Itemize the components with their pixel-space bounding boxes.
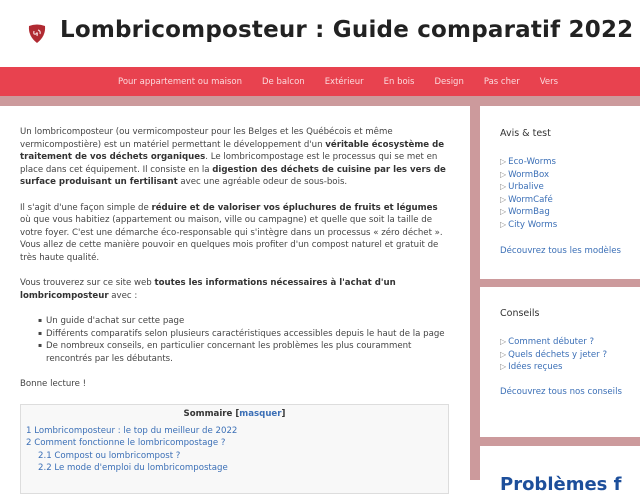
text: avec : <box>108 290 138 301</box>
toc-toggle-link[interactable]: masquer <box>239 409 282 419</box>
widget-list <box>500 156 557 232</box>
nav-item-exterieur[interactable]: Extérieur <box>324 76 364 87</box>
nav-item-vers[interactable]: Vers <box>539 76 559 87</box>
site-header <box>0 0 640 67</box>
bracket: [ <box>235 409 240 419</box>
text: avec une agréable odeur de sous-bois. <box>177 177 348 188</box>
triangle-right-icon: ▷ <box>500 207 507 217</box>
nav-item-en-bois[interactable]: En bois <box>383 76 415 87</box>
nav-item-appartement[interactable]: Pour appartement ou maison <box>118 76 242 87</box>
triangle-right-icon: ▷ <box>500 169 507 179</box>
toc-item[interactable]: 2 Comment fonctionne le lombricompostage ? <box>26 438 226 449</box>
intro-paragraph-1 <box>20 126 450 189</box>
site-title[interactable]: Lombricomposteur : Guide comparatif 2022 <box>60 17 634 43</box>
column-gutter <box>470 96 480 480</box>
text: Il s'agit d'une façon simple de <box>20 202 152 213</box>
text: Un lombricomposteur (ou vermicomposteur pour les Belges et les Québécois et même vermicompostière) est un matériel permettant le développement d'un <box>20 127 393 150</box>
all-models-link[interactable]: Découvrez tous les modèles <box>500 246 621 256</box>
main-nav <box>0 67 640 96</box>
triangle-right-icon: ▷ <box>500 157 507 166</box>
widget-problemes <box>480 446 640 495</box>
toc-header <box>21 409 448 419</box>
link-label: Urbalive <box>508 182 544 193</box>
closing-text: Bonne lecture ! <box>20 378 87 389</box>
link-label: City Worms <box>508 219 558 230</box>
triangle-right-icon: ▷ <box>500 219 507 229</box>
widget-list <box>500 336 607 374</box>
worm-logo-icon[interactable] <box>26 22 48 44</box>
sidebar-link-wormbag[interactable] <box>500 206 557 219</box>
link-label: Comment débuter ? <box>508 337 595 347</box>
sidebar-link-debuter[interactable] <box>500 336 607 349</box>
triangle-right-icon: ▷ <box>500 349 507 359</box>
main-content <box>0 106 470 480</box>
widget-title[interactable]: Problèmes f <box>500 474 622 495</box>
intro-paragraph-3 <box>20 277 450 302</box>
triangle-right-icon: ▷ <box>500 182 507 192</box>
intro-paragraph-2 <box>20 202 450 265</box>
toc-list <box>26 425 448 475</box>
table-of-contents <box>20 404 449 494</box>
list-item: ▪ Différents comparatifs selon plusieurs caractéristiques accessibles depuis le haut de la page <box>38 328 450 341</box>
widget-title: Conseils <box>500 308 540 319</box>
toc-item[interactable]: 1 Lombricomposteur : le top du meilleur de 2022 <box>26 426 238 436</box>
triangle-right-icon: ▷ <box>500 194 507 204</box>
sidebar-link-wormbox[interactable] <box>500 169 557 182</box>
list-item: ▪ De nombreux conseils, en particulier concernant les problèmes les plus couramment rencontrés par les débutants. <box>38 340 450 365</box>
triangle-right-icon: ▷ <box>500 337 507 346</box>
widget-conseils <box>480 287 640 437</box>
link-label: Eco-Worms <box>508 157 556 167</box>
intro-text <box>20 126 450 403</box>
list-item: ▪ Un guide d'achat sur cette page <box>38 315 450 328</box>
bold-text: réduire et de valoriser vos épluchures de fruits et légumes <box>151 202 438 213</box>
triangle-right-icon: ▷ <box>500 362 507 372</box>
widget-avis-test <box>480 106 640 279</box>
widget-title: Avis & test <box>500 128 551 139</box>
link-label: Idées reçues <box>508 362 563 373</box>
link-label: WormCafé <box>508 194 553 205</box>
nav-item-pas-cher[interactable]: Pas cher <box>483 76 520 87</box>
sidebar-link-dechets[interactable] <box>500 349 607 362</box>
sidebar-link-idees-recues[interactable] <box>500 361 607 374</box>
link-label: WormBox <box>508 169 550 180</box>
sidebar-link-urbalive[interactable] <box>500 181 557 194</box>
bold-text: toutes les informations nécessaires à l'achat d'un lombricomposteur <box>20 278 396 301</box>
toc-item[interactable]: 2.2 Le mode d'emploi du lombricompostage <box>38 463 228 474</box>
sidebar-link-wormcafe[interactable] <box>500 194 557 207</box>
bracket: ] <box>281 409 286 419</box>
nav-item-balcon[interactable]: De balcon <box>261 76 305 87</box>
nav-item-design[interactable]: Design <box>434 76 464 87</box>
all-advice-link[interactable]: Découvrez tous nos conseils <box>500 387 622 397</box>
text: . Le lombricompostage est le processus qui se met en place dans cet équipement. Il consiste en la <box>20 152 438 175</box>
text: Vous trouverez sur ce site web <box>20 278 155 289</box>
sidebar-link-eco-worms[interactable] <box>500 156 557 169</box>
sidebar-link-city-worms[interactable] <box>500 219 557 232</box>
link-label: Quels déchets y jeter ? <box>508 349 608 360</box>
toc-item[interactable]: 2.1 Compost ou lombricompost ? <box>38 450 181 461</box>
features-list <box>38 315 450 365</box>
bold-text: digestion des déchets de cuisine par les vers de surface produisant un fertilisant <box>20 164 446 188</box>
link-label: WormBag <box>508 207 550 218</box>
text: où que vous habitiez (appartement ou maison, ville ou campagne) et quelle que soit la taille de votre foyer. C'est une démarche éco-responsable qui s'intègre dans un processus « zéro déchet ». Vous allez de cette manière pouvoir en quelques mois profiter d'un compost naturel et gratuit de très haute qualité. <box>20 215 443 263</box>
toc-title: Sommaire <box>183 409 233 419</box>
bold-text: véritable écosystème de traitement de vos déchets organiques <box>20 139 445 163</box>
